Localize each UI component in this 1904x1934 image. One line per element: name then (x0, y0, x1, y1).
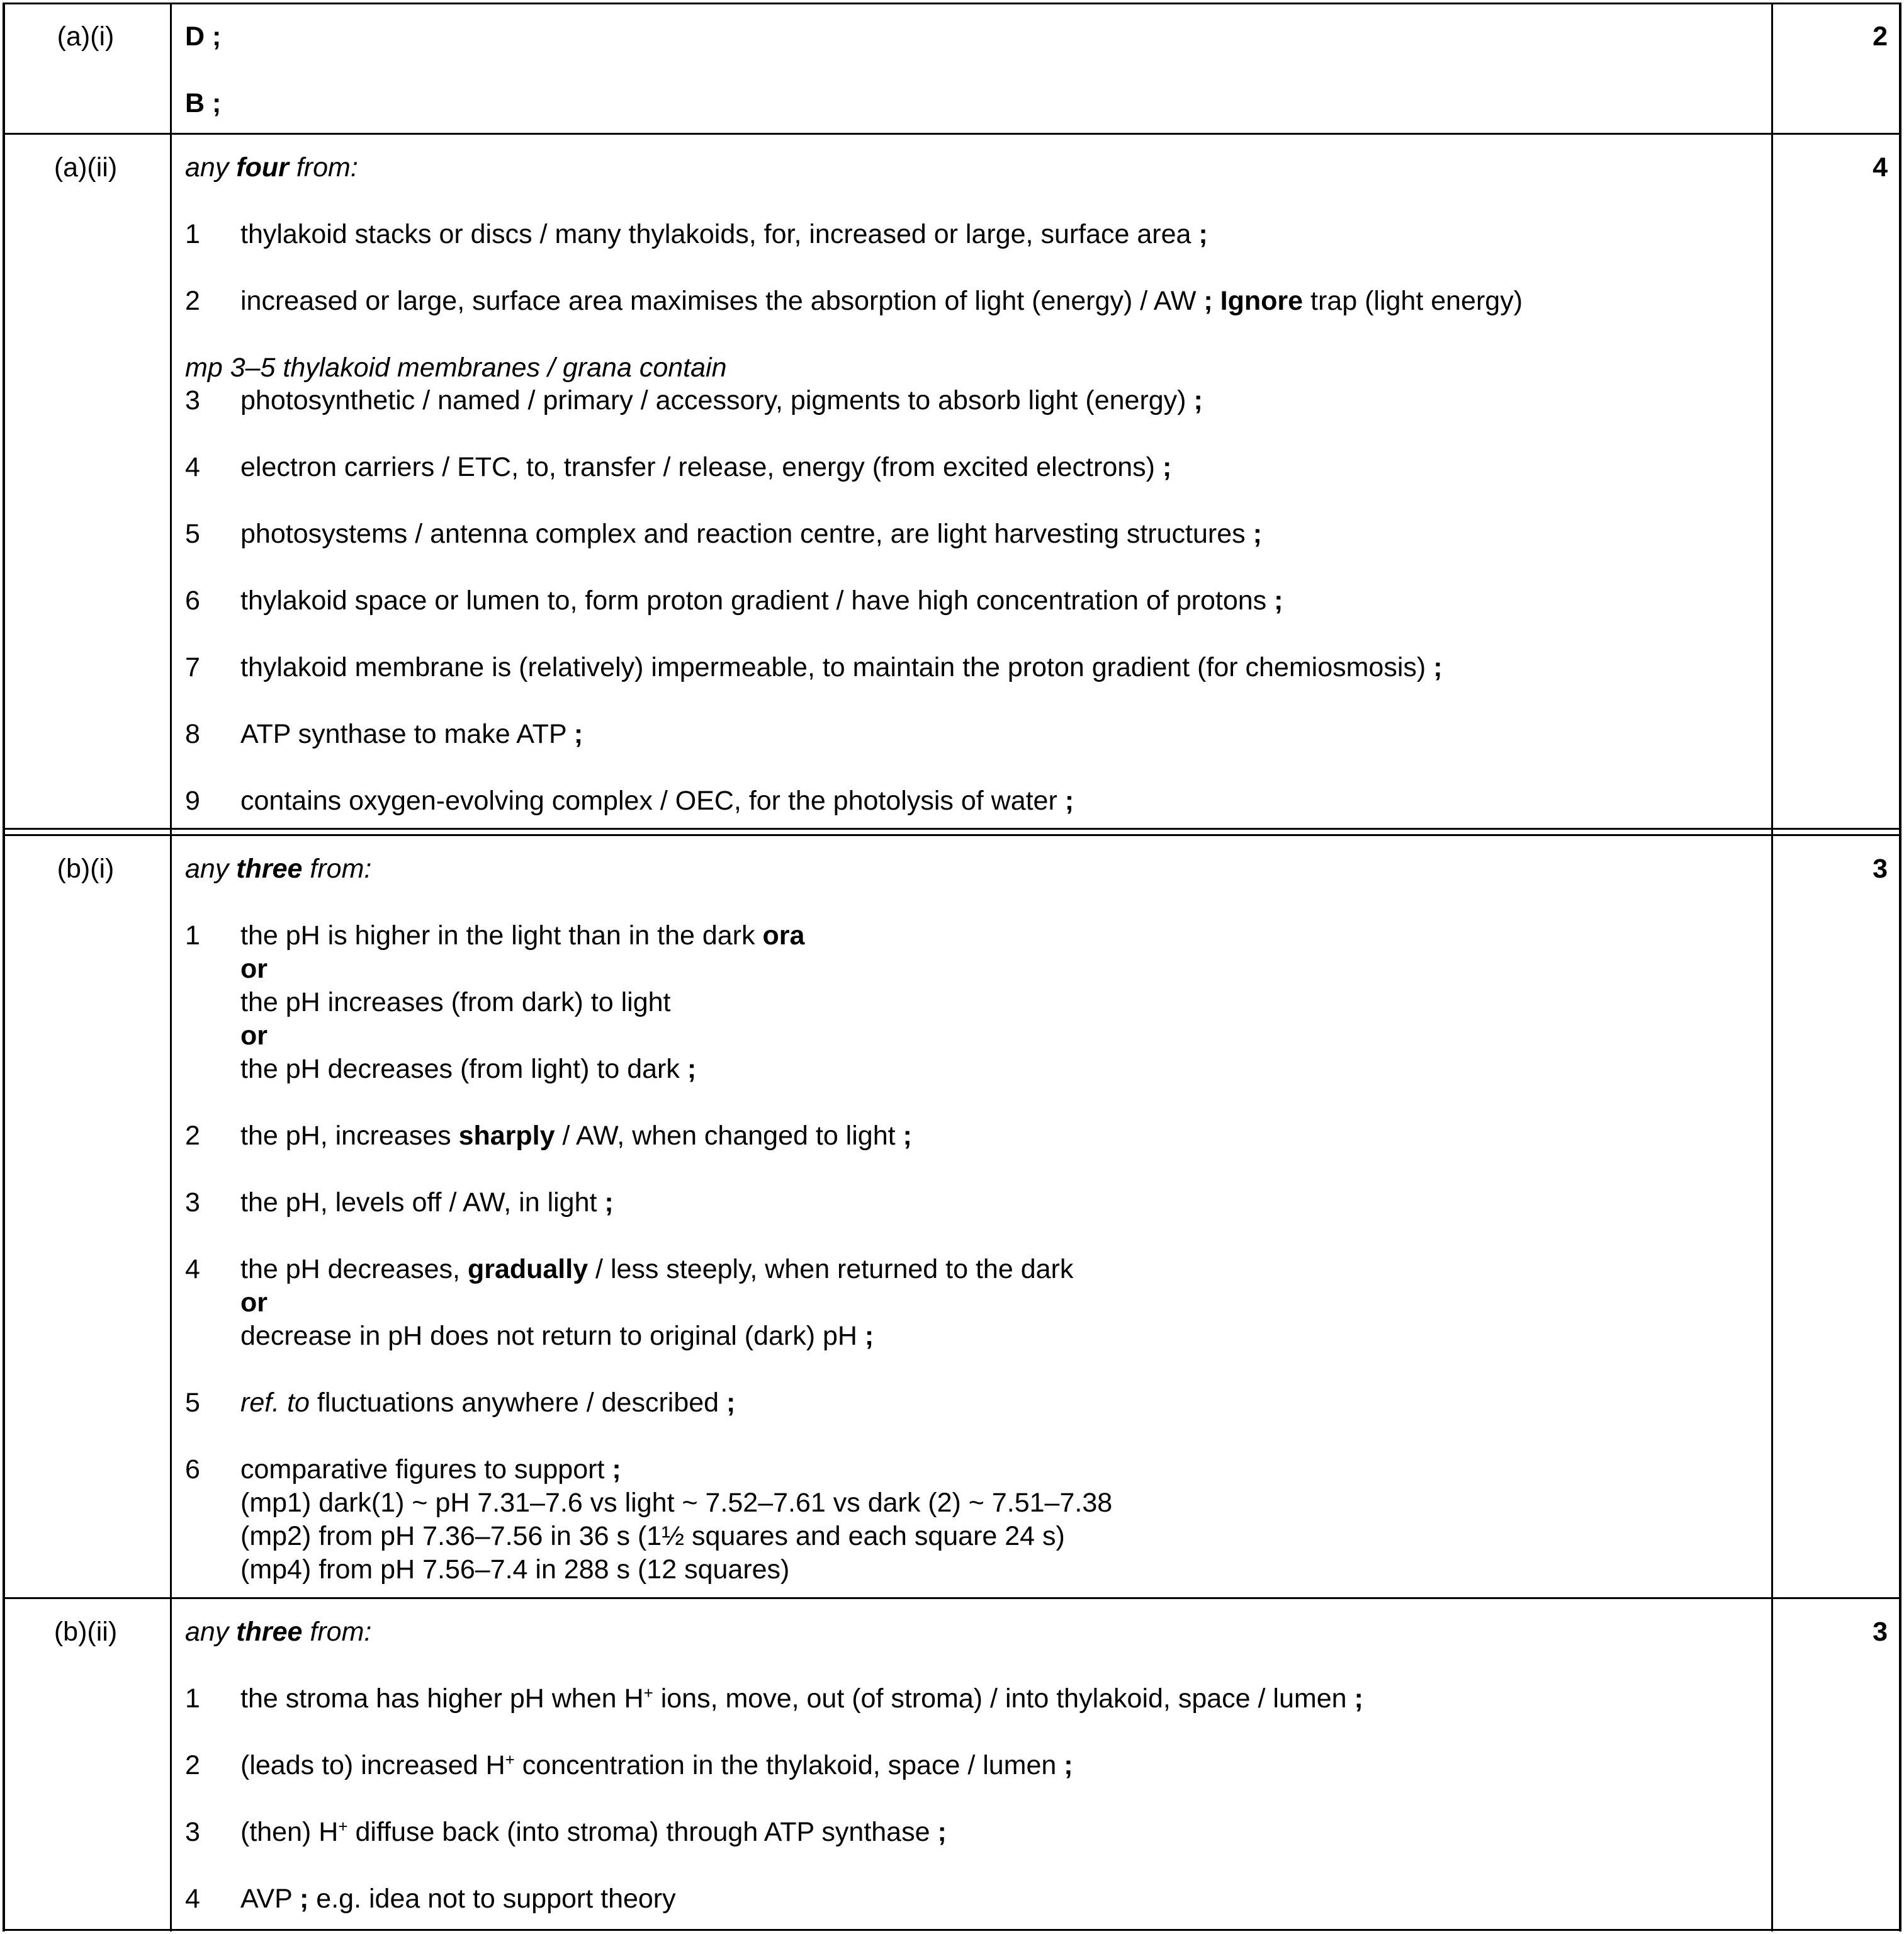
point-number: 2 (185, 1121, 200, 1151)
point-text: the pH increases (from dark) to light (240, 987, 671, 1017)
marks-value: 4 (1873, 152, 1888, 183)
point-text: the pH decreases (from light) to dark ; (240, 1054, 697, 1084)
point-number: 4 (185, 1254, 200, 1284)
point-text: ATP synthase to make ATP ; (240, 719, 583, 749)
question-label: (b)(i) (57, 854, 115, 884)
point-number: 3 (185, 1187, 200, 1218)
point-number: 3 (185, 385, 200, 416)
point-text: increased or large, surface area maximises the absorption of light (energy) / AW ; Ignore trap (light energy) (240, 286, 1523, 316)
point-text: the pH is higher in the light than in the dark ora (240, 920, 805, 951)
intro-line: any three from: (185, 1617, 372, 1647)
point-number: 1 (185, 1683, 200, 1714)
point-number: 8 (185, 719, 200, 749)
row-divider (3, 1597, 1901, 1599)
supporting-figure: (mp4) from pH 7.56–7.4 in 288 s (12 squares) (240, 1554, 790, 1585)
question-label: (a)(ii) (54, 152, 118, 183)
point-text: thylakoid space or lumen to, form proton gradient / have high concentration of protons ; (240, 585, 1283, 616)
point-number: 2 (185, 1750, 200, 1780)
point-text: thylakoid membrane is (relatively) impermeable, to maintain the proton gradient (for chemiosmosis) ; (240, 652, 1443, 682)
point-text: the pH, increases sharply / AW, when changed to light ; (240, 1121, 912, 1151)
answer-line: B ; (185, 88, 222, 118)
point-text: contains oxygen-evolving complex / OEC, for the photolysis of water ; (240, 786, 1074, 816)
point-text: comparative figures to support ; (240, 1454, 621, 1484)
supporting-figure: (mp2) from pH 7.36–7.56 in 36 s (1½ squares and each square 24 s) (240, 1521, 1065, 1551)
section-divider (3, 828, 1901, 830)
point-number: 7 (185, 652, 200, 682)
intro-line: any four from: (185, 152, 358, 183)
point-text: (leads to) increased H+ concentration in the thylakoid, space / lumen ; (240, 1750, 1073, 1780)
answer-line: D ; (185, 21, 222, 52)
question-label: (b)(ii) (54, 1617, 118, 1647)
marks-value: 2 (1873, 21, 1888, 52)
point-text: the pH decreases, gradually / less steeply, when returned to the dark (240, 1254, 1074, 1284)
point-text: (then) H+ diffuse back (into stroma) through ATP synthase ; (240, 1817, 947, 1847)
point-number: 3 (185, 1817, 200, 1847)
point-number: 2 (185, 286, 200, 316)
or-connector: or (240, 1021, 268, 1051)
row-divider (3, 133, 1901, 135)
point-text: the pH, levels off / AW, in light ; (240, 1187, 614, 1218)
marks-value: 3 (1873, 854, 1888, 884)
point-number: 4 (185, 452, 200, 482)
point-number: 9 (185, 786, 200, 816)
or-connector: or (240, 1287, 268, 1318)
point-text: electron carriers / ETC, to, transfer / release, energy (from excited electrons) ; (240, 452, 1172, 482)
or-connector: or (240, 954, 268, 984)
point-text: the stroma has higher pH when H+ ions, move, out (of stroma) / into thylakoid, space / lumen ; (240, 1683, 1363, 1714)
table-border-top (3, 3, 1901, 4)
point-text: AVP ; e.g. idea not to support theory (240, 1884, 676, 1914)
point-text: decrease in pH does not return to original (dark) pH ; (240, 1321, 874, 1351)
section-divider (3, 834, 1901, 836)
point-text: thylakoid stacks or discs / many thylakoids, for, increased or large, surface area ; (240, 219, 1208, 249)
subheading: mp 3–5 thylakoid membranes / grana contain (185, 353, 727, 383)
point-number: 6 (185, 1454, 200, 1484)
point-number: 6 (185, 585, 200, 616)
supporting-figure: (mp1) dark(1) ~ pH 7.31–7.6 vs light ~ 7.52–7.61 vs dark (2) ~ 7.51–7.38 (240, 1488, 1113, 1518)
point-text: photosystems / antenna complex and reaction centre, are light harvesting structures ; (240, 519, 1262, 549)
point-text: photosynthetic / named / primary / accessory, pigments to absorb light (energy) ; (240, 385, 1203, 416)
point-number: 5 (185, 519, 200, 549)
question-label: (a)(i) (57, 21, 115, 52)
intro-line: any three from: (185, 854, 372, 884)
point-number: 4 (185, 1884, 200, 1914)
point-number: 1 (185, 920, 200, 951)
marks-value: 3 (1873, 1617, 1888, 1647)
point-number: 5 (185, 1388, 200, 1418)
table-border-bottom (3, 1929, 1901, 1931)
point-number: 1 (185, 219, 200, 249)
point-text: ref. to fluctuations anywhere / described ; (240, 1388, 736, 1418)
